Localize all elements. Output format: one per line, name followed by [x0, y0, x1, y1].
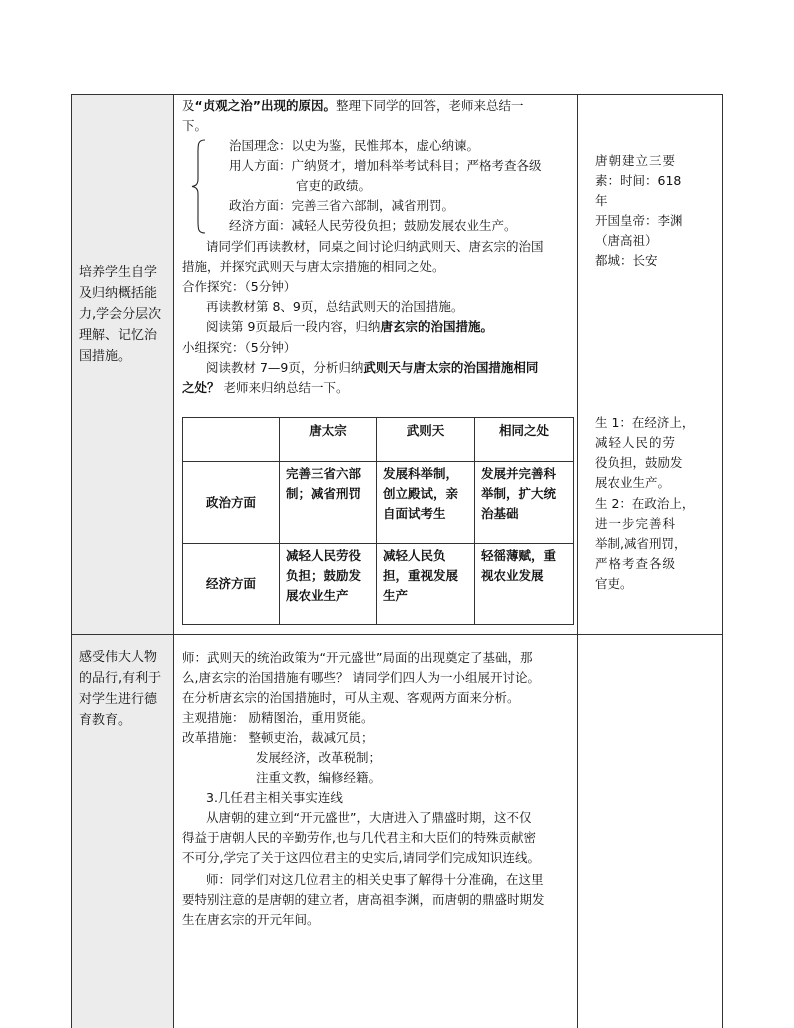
group-title: 小组探究：（5分钟）	[182, 340, 297, 355]
table-cell: 减轻人民负担，重视发展生产	[377, 544, 475, 625]
note-student-1-line-4: 展农业生产。	[595, 475, 671, 490]
group-task-bold-2: 之处？	[182, 380, 220, 395]
note-student-2-line-4: 严格考查各级	[595, 556, 677, 571]
note-founding-3: 年	[595, 193, 608, 208]
point-personnel: 用人方面：广纳贤才，增加科举考试科目；严格考查各级	[229, 158, 542, 173]
comparison-table	[182, 417, 574, 625]
brace-icon	[191, 139, 207, 234]
intro-line-1	[182, 96, 577, 117]
table-header-row	[183, 418, 574, 462]
table-row	[183, 544, 574, 625]
paragraph-2-line-3: 生在唐玄宗的开元年间。	[182, 912, 320, 927]
group-task-bold: 武则天与唐太宗的治国措施相同	[363, 360, 539, 375]
teaching-goal-2: 感受伟大人物的品行,有利于对学生进行德育教育。	[79, 650, 162, 728]
teacher-line-3: 在分析唐玄宗的治国措施时，可从主观、客观两方面来分析。	[182, 690, 520, 705]
paragraph-2-line-1: 师：同学们对这几位君主的相关史事了解得十分准确，在这里	[206, 872, 544, 887]
note-student-1-line-3: 役负担，鼓励发	[595, 455, 683, 470]
table-row	[183, 462, 574, 544]
intro-rest: 整理下同学的回答，老师来总结一	[335, 98, 524, 113]
column-divider-2	[577, 94, 578, 1028]
table-header-taizong: 唐太宗	[280, 418, 377, 462]
reform-measure-1: 改革措施： 整顿吏治，裁减冗员；	[182, 730, 374, 745]
coop-title: 合作探究：（5分钟）	[182, 279, 297, 294]
point-personnel-cont: 官吏的政绩。	[296, 178, 372, 193]
group-task-line-1	[206, 358, 538, 379]
coop-task-1: 再读教材第 8、9页，总结武则天的治国措施。	[206, 299, 464, 314]
teacher-line-1: 师：武则天的统治政策为“开元盛世”局面的出现奠定了基础，那	[182, 650, 533, 665]
left-column-background	[72, 95, 173, 1028]
note-student-2-line-2: 进一步完善科	[595, 516, 677, 531]
note-founder-1: 开国皇帝：李渊	[595, 213, 683, 228]
subjective-measures: 主观措施： 励精图治，重用贤能。	[182, 710, 374, 725]
point-governance: 治国理念：以史为鉴，民惟邦本，虚心纳谏。	[229, 138, 480, 153]
note-student-2-line-3: 举制,减省刑罚，	[595, 536, 687, 551]
note-student-2-line-1: 生 2：在政治上，	[595, 496, 695, 511]
table-cell: 减轻人民劳役负担；鼓励发展农业生产	[280, 544, 377, 625]
table-header-wuzetian: 武则天	[377, 418, 475, 462]
coop-task-2-bold: 唐玄宗的治国措施。	[380, 319, 493, 334]
teaching-goal-1: 培养学生自学及归纳概括能力,学会分层次理解、记忆治国措施。	[79, 265, 162, 364]
section-3-title: 3.几任君主相关事实连线	[206, 790, 343, 805]
table-right-border	[722, 94, 723, 1028]
point-economy: 经济方面：减轻人民劳役负担；鼓励发展农业生产。	[229, 218, 517, 233]
note-capital: 都城：长安	[595, 253, 658, 268]
paragraph-1-line-2: 得益于唐朝人民的辛勤劳作,也与几代君主和大臣们的特殊贡献密	[182, 830, 536, 845]
reform-measure-2: 发展经济，改革税制；	[256, 750, 382, 765]
paragraph-1-line-3: 不可分,学完了关于这四位君主的史实后,请同学们完成知识连线。	[182, 850, 540, 865]
paragraph-1-line-1: 从唐朝的建立到“开元盛世”，大唐进入了鼎盛时期，这不仅	[206, 810, 532, 825]
table-cell: 发展并完善科举制，扩大统治基础	[475, 462, 574, 544]
group-task-text: 阅读教材 7—9页，分析归纳	[206, 360, 364, 375]
note-founding-1: 唐朝建立三要	[595, 153, 677, 168]
column-divider-1	[173, 94, 174, 1028]
table-cell: 轻徭薄赋，重视农业发展	[475, 544, 574, 625]
coop-task-2-text: 阅读第 9页最后一段内容，归纳	[206, 319, 381, 334]
intro-prefix: 及	[182, 98, 195, 113]
note-founder-2: （唐高祖）	[595, 233, 658, 248]
discuss-line-2: 措施，并探究武则天与唐太宗措施的相同之处。	[182, 259, 445, 274]
table-header-common: 相同之处	[475, 418, 574, 462]
intro-line-2: 下。	[182, 118, 208, 133]
row-label-politics: 政治方面	[183, 462, 280, 544]
reform-measure-3: 注重文教，编修经籍。	[256, 770, 382, 785]
table-header-empty	[183, 418, 280, 462]
group-task-line-2	[182, 378, 349, 399]
teacher-line-2: 么,唐玄宗的治国措施有哪些？ 请同学们四人为一小组展开讨论。	[182, 670, 540, 685]
intro-bold: “贞观之治”出现的原因。	[194, 98, 336, 113]
note-student-2-line-5: 官吏。	[595, 576, 633, 591]
note-student-1-line-2: 减轻人民的劳	[595, 435, 677, 450]
group-task-rest: 老师来归纳总结一下。	[223, 380, 349, 395]
table-cell: 完善三省六部制；减省刑罚	[280, 462, 377, 544]
coop-task-2	[206, 317, 493, 338]
note-student-1-line-1: 生 1：在经济上，	[595, 415, 695, 430]
discuss-line-1: 请同学们再读教材，同桌之间讨论归纳武则天、唐玄宗的治国	[206, 239, 544, 254]
point-politics: 政治方面：完善三省六部制，减省刑罚。	[229, 198, 455, 213]
row-divider	[71, 634, 723, 635]
row-label-economy: 经济方面	[183, 544, 280, 625]
paragraph-2-line-2: 要特别注意的是唐朝的建立者，唐高祖李渊，而唐朝的鼎盛时期发	[182, 892, 545, 907]
table-left-border	[71, 94, 72, 1028]
note-founding-2: 素：时间：618	[595, 173, 682, 188]
table-cell: 发展科举制，创立殿试，亲自面试考生	[377, 462, 475, 544]
